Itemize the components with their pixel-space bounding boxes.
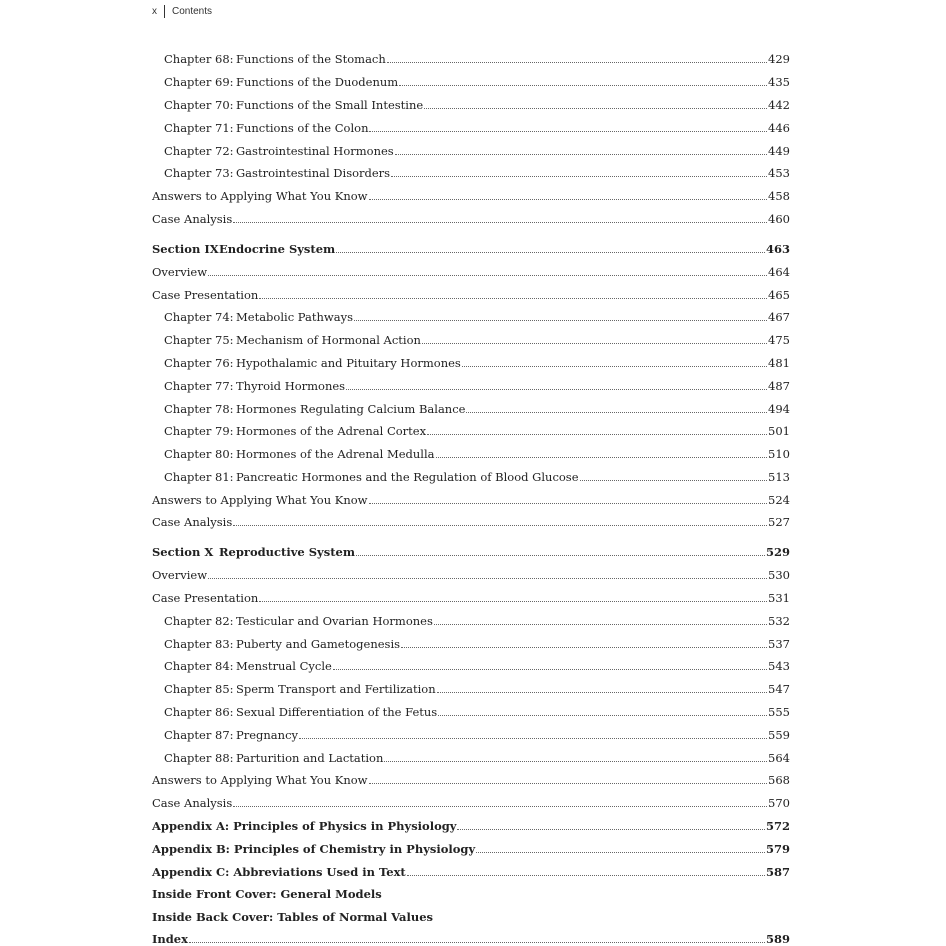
toc-entry-page: 564	[768, 751, 790, 765]
toc-entry	[164, 678, 790, 696]
toc-entry-title: Menstrual Cycle	[236, 659, 332, 673]
toc-entry-page: 458	[768, 189, 790, 203]
toc-dot-leader	[369, 131, 767, 132]
toc-entry-title: Endocrine System	[219, 242, 336, 256]
toc-entry-title: Answers to Applying What You Know	[152, 773, 368, 787]
toc-entry-number: Chapter 81:	[164, 470, 234, 484]
toc-entry	[164, 655, 790, 673]
toc-entry	[152, 861, 790, 879]
toc-entry	[152, 906, 790, 924]
toc-entry-page: 513	[768, 470, 790, 484]
toc-entry-page: 481	[768, 356, 790, 370]
toc-entry	[164, 140, 790, 158]
toc-entry-page: 572	[765, 819, 790, 833]
toc-entry	[152, 208, 790, 226]
toc-entry	[152, 815, 790, 833]
toc-entry	[152, 238, 790, 256]
toc-entry	[164, 610, 790, 628]
toc-entry-title: Inside Back Cover: Tables of Normal Values	[152, 910, 434, 924]
toc-dot-leader	[369, 503, 768, 504]
toc-dot-leader	[438, 715, 767, 716]
toc-dot-leader	[580, 480, 768, 481]
toc-entry-title: Hormones of the Adrenal Cortex	[236, 424, 427, 438]
toc-entry	[152, 284, 790, 302]
toc-dot-leader	[395, 154, 767, 155]
toc-entry	[152, 792, 790, 810]
toc-entry-page: 579	[765, 842, 790, 856]
toc-entry-number: Chapter 75:	[164, 333, 234, 347]
toc-entry-title: Functions of the Duodenum	[236, 75, 399, 89]
toc-entry-page: 587	[765, 865, 790, 879]
toc-entry-title: Case Analysis	[152, 796, 233, 810]
toc-entry-title: Appendix C: Abbreviations Used in Text	[152, 865, 406, 879]
toc-entry-page: 570	[768, 796, 790, 810]
toc-entry-title: Metabolic Pathways	[236, 310, 353, 324]
toc-dot-leader	[427, 434, 767, 435]
toc-entry-number: Chapter 72:	[164, 144, 234, 158]
toc-entry-number: Chapter 84:	[164, 659, 234, 673]
toc-entry-page: 487	[768, 379, 790, 393]
toc-dot-leader	[434, 624, 767, 625]
toc-entry-number: Section IX	[152, 242, 219, 256]
toc-entry-number: Chapter 68:	[164, 52, 234, 66]
toc-entry-title: Overview	[152, 568, 208, 582]
toc-dot-leader	[208, 275, 767, 276]
toc-dot-leader	[457, 829, 765, 830]
toc-entry-page: 537	[768, 637, 790, 651]
toc-dot-leader	[384, 761, 767, 762]
toc-entry-page: 467	[768, 310, 790, 324]
toc-entry	[164, 443, 790, 461]
toc-entry-page: 589	[765, 932, 790, 946]
toc-dot-leader	[407, 875, 765, 876]
toc-entry	[152, 511, 790, 529]
toc-entry-number: Chapter 80:	[164, 447, 234, 461]
toc-entry-page: 524	[768, 493, 790, 507]
toc-entry-title: Testicular and Ovarian Hormones	[236, 614, 433, 628]
toc-dot-leader	[259, 601, 767, 602]
toc-entry-page: 510	[768, 447, 790, 461]
toc-entry	[164, 306, 790, 324]
toc-entry	[164, 329, 790, 347]
toc-entry-title: Gastrointestinal Disorders	[236, 166, 391, 180]
toc-entry-title: Case Analysis	[152, 212, 233, 226]
toc-entry-title: Hormones of the Adrenal Medulla	[236, 447, 435, 461]
toc-entry-page: 494	[768, 402, 790, 416]
toc-entry-number: Chapter 79:	[164, 424, 234, 438]
toc-entry-number: Chapter 87:	[164, 728, 234, 742]
toc-entry	[152, 261, 790, 279]
toc-entry-page: 532	[768, 614, 790, 628]
toc-entry-title: Case Presentation	[152, 288, 259, 302]
toc-entry-title: Thyroid Hormones	[236, 379, 346, 393]
toc-entry-title: Case Presentation	[152, 591, 259, 605]
header-title: Contents	[172, 6, 213, 17]
toc-entry	[152, 489, 790, 507]
toc-entry	[152, 838, 790, 856]
toc-entry	[164, 352, 790, 370]
toc-entry-title: Pancreatic Hormones and the Regulation of Blood Glucose	[236, 470, 579, 484]
toc-entry-page: 465	[768, 288, 790, 302]
toc-dot-leader	[369, 199, 768, 200]
toc-entry	[152, 185, 790, 203]
toc-entry-number: Chapter 85:	[164, 682, 234, 696]
toc-dot-leader	[346, 389, 767, 390]
toc-entry-page: 530	[768, 568, 790, 582]
toc-entry-page: 460	[768, 212, 790, 226]
toc-entry-number: Chapter 73:	[164, 166, 234, 180]
toc-dot-leader	[208, 578, 767, 579]
toc-entry-number: Chapter 88:	[164, 751, 234, 765]
toc-dot-leader	[436, 457, 768, 458]
toc-dot-leader	[424, 108, 767, 109]
toc-entry	[152, 587, 790, 605]
toc-entry	[152, 928, 790, 946]
toc-entry-title: Answers to Applying What You Know	[152, 493, 368, 507]
toc-entry	[164, 420, 790, 438]
toc-dot-leader	[466, 412, 767, 413]
toc-dot-leader	[233, 525, 767, 526]
toc-entry	[152, 564, 790, 582]
toc-entry-page: 463	[765, 242, 790, 256]
toc-entry-title: Hypothalamic and Pituitary Hormones	[236, 356, 461, 370]
toc-entry-page: 531	[768, 591, 790, 605]
toc-entry	[164, 71, 790, 89]
toc-dot-leader	[189, 942, 765, 943]
toc-dot-leader	[233, 222, 767, 223]
toc-entry-number: Chapter 69:	[164, 75, 234, 89]
toc-entry	[164, 117, 790, 135]
toc-dot-leader	[387, 62, 767, 63]
toc-entry-number: Chapter 78:	[164, 402, 234, 416]
toc-entry-title: Mechanism of Hormonal Action	[236, 333, 421, 347]
toc-entry-title: Overview	[152, 265, 208, 279]
toc-entry-title: Sexual Differentiation of the Fetus	[236, 705, 438, 719]
toc-entry-page: 442	[768, 98, 790, 112]
toc-entry-title: Functions of the Small Intestine	[236, 98, 424, 112]
toc-entry-title: Index	[152, 932, 188, 946]
toc-entry-number: Chapter 71:	[164, 121, 234, 135]
toc-entry-number: Section X	[152, 545, 214, 559]
toc-entry-page: 555	[768, 705, 790, 719]
toc-entry-page: 559	[768, 728, 790, 742]
toc-entry	[164, 398, 790, 416]
toc-entry-title: Puberty and Gametogenesis	[236, 637, 401, 651]
toc-dot-leader	[354, 320, 767, 321]
toc-entry-page: 568	[768, 773, 790, 787]
toc-entry-title: Pregnancy	[236, 728, 299, 742]
toc-dot-leader	[333, 669, 767, 670]
toc-entry	[164, 375, 790, 393]
toc-entry-page: 527	[768, 515, 790, 529]
toc-entry-page: 501	[768, 424, 790, 438]
toc-entry-title: Reproductive System	[219, 545, 355, 559]
toc-entry	[164, 94, 790, 112]
toc-entry-title: Gastrointestinal Hormones	[236, 144, 394, 158]
toc-dot-leader	[299, 738, 767, 739]
toc-entry-page: 446	[768, 121, 790, 135]
toc-dot-leader	[233, 806, 767, 807]
toc-entry-number: Chapter 76:	[164, 356, 234, 370]
header-page-number: x	[152, 6, 157, 17]
toc-entry-page: 543	[768, 659, 790, 673]
toc-entry	[164, 724, 790, 742]
toc-entry-title: Functions of the Stomach	[236, 52, 386, 66]
toc-entry	[164, 701, 790, 719]
toc-entry-page: 429	[768, 52, 790, 66]
toc-entry-page: 464	[768, 265, 790, 279]
toc-entry	[152, 769, 790, 787]
toc-entry-title: Inside Front Cover: General Models	[152, 887, 382, 901]
toc-entry	[164, 162, 790, 180]
header-divider	[164, 5, 165, 18]
toc-entry-title: Answers to Applying What You Know	[152, 189, 368, 203]
toc-entry-number: Chapter 86:	[164, 705, 234, 719]
toc-entry-title: Appendix B: Principles of Chemistry in Physiology	[152, 842, 476, 856]
toc-dot-leader	[462, 366, 767, 367]
toc-entry-page: 475	[768, 333, 790, 347]
toc-dot-leader	[422, 343, 767, 344]
toc-entry	[164, 466, 790, 484]
toc-entry	[152, 541, 790, 559]
toc-dot-leader	[391, 176, 767, 177]
toc-entry-title: Case Analysis	[152, 515, 233, 529]
toc-dot-leader	[476, 852, 765, 853]
toc-entry-number: Chapter 77:	[164, 379, 234, 393]
toc-entry-number: Chapter 70:	[164, 98, 234, 112]
toc-dot-leader	[437, 692, 767, 693]
toc-entry-title: Hormones Regulating Calcium Balance	[236, 402, 466, 416]
toc-entry	[164, 633, 790, 651]
toc-entry	[164, 747, 790, 765]
toc-entry	[152, 883, 790, 901]
toc-entry-title: Appendix A: Principles of Physics in Physiology	[152, 819, 457, 833]
toc-dot-leader	[259, 298, 767, 299]
toc-dot-leader	[336, 252, 765, 253]
toc-dot-leader	[399, 85, 767, 86]
toc-entry-page: 453	[768, 166, 790, 180]
toc-dot-leader	[356, 555, 765, 556]
toc-entry-page: 547	[768, 682, 790, 696]
toc-entry-page: 435	[768, 75, 790, 89]
toc-entry-number: Chapter 74:	[164, 310, 234, 324]
toc-entry-title: Functions of the Colon	[236, 121, 369, 135]
toc-entry-title: Parturition and Lactation	[236, 751, 384, 765]
toc-dot-leader	[369, 783, 768, 784]
toc-entry-page: 449	[768, 144, 790, 158]
toc-dot-leader	[401, 647, 767, 648]
toc-entry	[164, 48, 790, 66]
toc-entry-number: Chapter 83:	[164, 637, 234, 651]
running-header	[152, 5, 212, 18]
toc-entry-number: Chapter 82:	[164, 614, 234, 628]
toc-entry-page: 529	[765, 545, 790, 559]
toc-entry-title: Sperm Transport and Fertilization	[236, 682, 436, 696]
